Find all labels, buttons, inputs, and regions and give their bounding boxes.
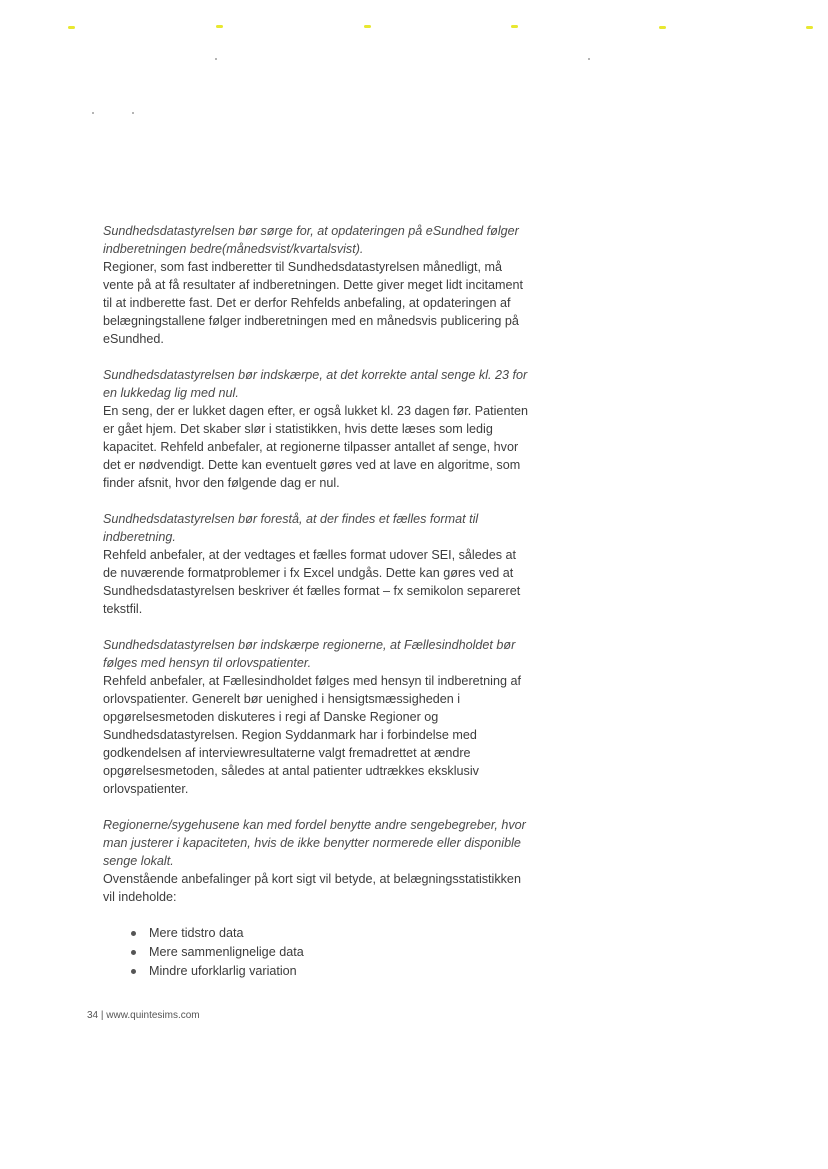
list-item [131, 924, 533, 943]
recommendation-heading: Sundhedsdatastyrelsen bør forestå, at der findes et fælles format til indberetning. [103, 512, 479, 544]
recommendation-section [103, 222, 533, 348]
outcome-bullet-list [103, 924, 533, 981]
recommendation-section [103, 366, 533, 492]
recommendation-heading: Sundhedsdatastyrelsen bør sørge for, at opdateringen på eSundhed følger indberetningen bedre(månedsvist/kvartalsvist). [103, 224, 519, 256]
list-item [131, 962, 533, 981]
scan-speck [132, 112, 134, 114]
page-footer: 34 | www.quintesims.com [87, 1010, 200, 1021]
scan-speck [92, 112, 94, 114]
scan-speck [588, 58, 590, 60]
recommendation-body: Ovenstående anbefalinger på kort sigt vil betyde, at belægningsstatistikken vil indeholde: [103, 872, 521, 904]
recommendation-section [103, 636, 533, 798]
recommendation-section [103, 510, 533, 618]
list-item-text: Mindre uforklarlig variation [149, 964, 297, 978]
decorative-dot [68, 26, 75, 29]
bullet-icon [131, 969, 136, 974]
recommendation-body: En seng, der er lukket dagen efter, er også lukket kl. 23 dagen før. Patienten er gået hjem. Det skaber slør i statistikken, hvis dette læses som ledig kapacitet. Rehfeld anbefaler, at regionerne tilpasser antallet af senge, hvor det er nødvendigt. Dette kan eventuelt gøres ved at lave en algoritme, som finder afsnit, hvor den følgende dag er nul. [103, 404, 528, 490]
recommendation-body: Regioner, som fast indberetter til Sundhedsdatastyrelsen månedligt, må vente på at få resultater af indberetningen. Dette giver meget lidt incitament til at indberette fast. Det er derfor Rehfelds anbefaling, at opdateringen af belægningstallene følger indberetningen med en månedsvis publicering på eSundhed. [103, 260, 524, 346]
decorative-dot [216, 25, 223, 28]
bullet-icon [131, 931, 136, 936]
recommendation-heading: Sundhedsdatastyrelsen bør indskærpe, at det korrekte antal senge kl. 23 for en lukkedag lig med nul. [103, 368, 528, 400]
document-body [103, 222, 533, 981]
bullet-icon [131, 950, 136, 955]
decorative-dot [806, 26, 813, 29]
recommendation-heading: Regionerne/sygehusene kan med fordel benytte andre sengebegreber, hvor man justerer i kapaciteten, hvis de ikke benytter normerede eller disponible senge lokalt. [103, 818, 526, 868]
recommendation-body: Rehfeld anbefaler, at Fællesindholdet følges med hensyn til indberetning af orlovspatienter. Generelt bør uenighed i hensigtsmæssigheden i opgørelsesmetoden diskuteres i regi af Danske Regioner og Sundhedsdatastyrelsen. Region Syddanmark har i forbindelse med godkendelsen af interviewresultaterne valgt fremadrettet at ændre opgørelsesmetoden, således at antal patienter udtrækkes eksklusiv orlovspatienter. [103, 674, 521, 796]
top-decorative-dots [0, 22, 828, 34]
scan-speck [215, 58, 217, 60]
decorative-dot [659, 26, 666, 29]
recommendation-section [103, 816, 533, 906]
decorative-dot [511, 25, 518, 28]
recommendation-body: Rehfeld anbefaler, at der vedtages et fælles format udover SEI, således at de nuværende formatproblemer i fx Excel undgås. Dette kan gøres ved at Sundhedsdatastyrelsen beskriver ét fælles format – fx semikolon separeret tekstfil. [103, 548, 521, 616]
list-item-text: Mere tidstro data [149, 926, 244, 940]
decorative-dot [364, 25, 371, 28]
recommendation-heading: Sundhedsdatastyrelsen bør indskærpe regionerne, at Fællesindholdet bør følges med hensyn til orlovspatienter. [103, 638, 516, 670]
list-item [131, 943, 533, 962]
list-item-text: Mere sammenlignelige data [149, 945, 304, 959]
